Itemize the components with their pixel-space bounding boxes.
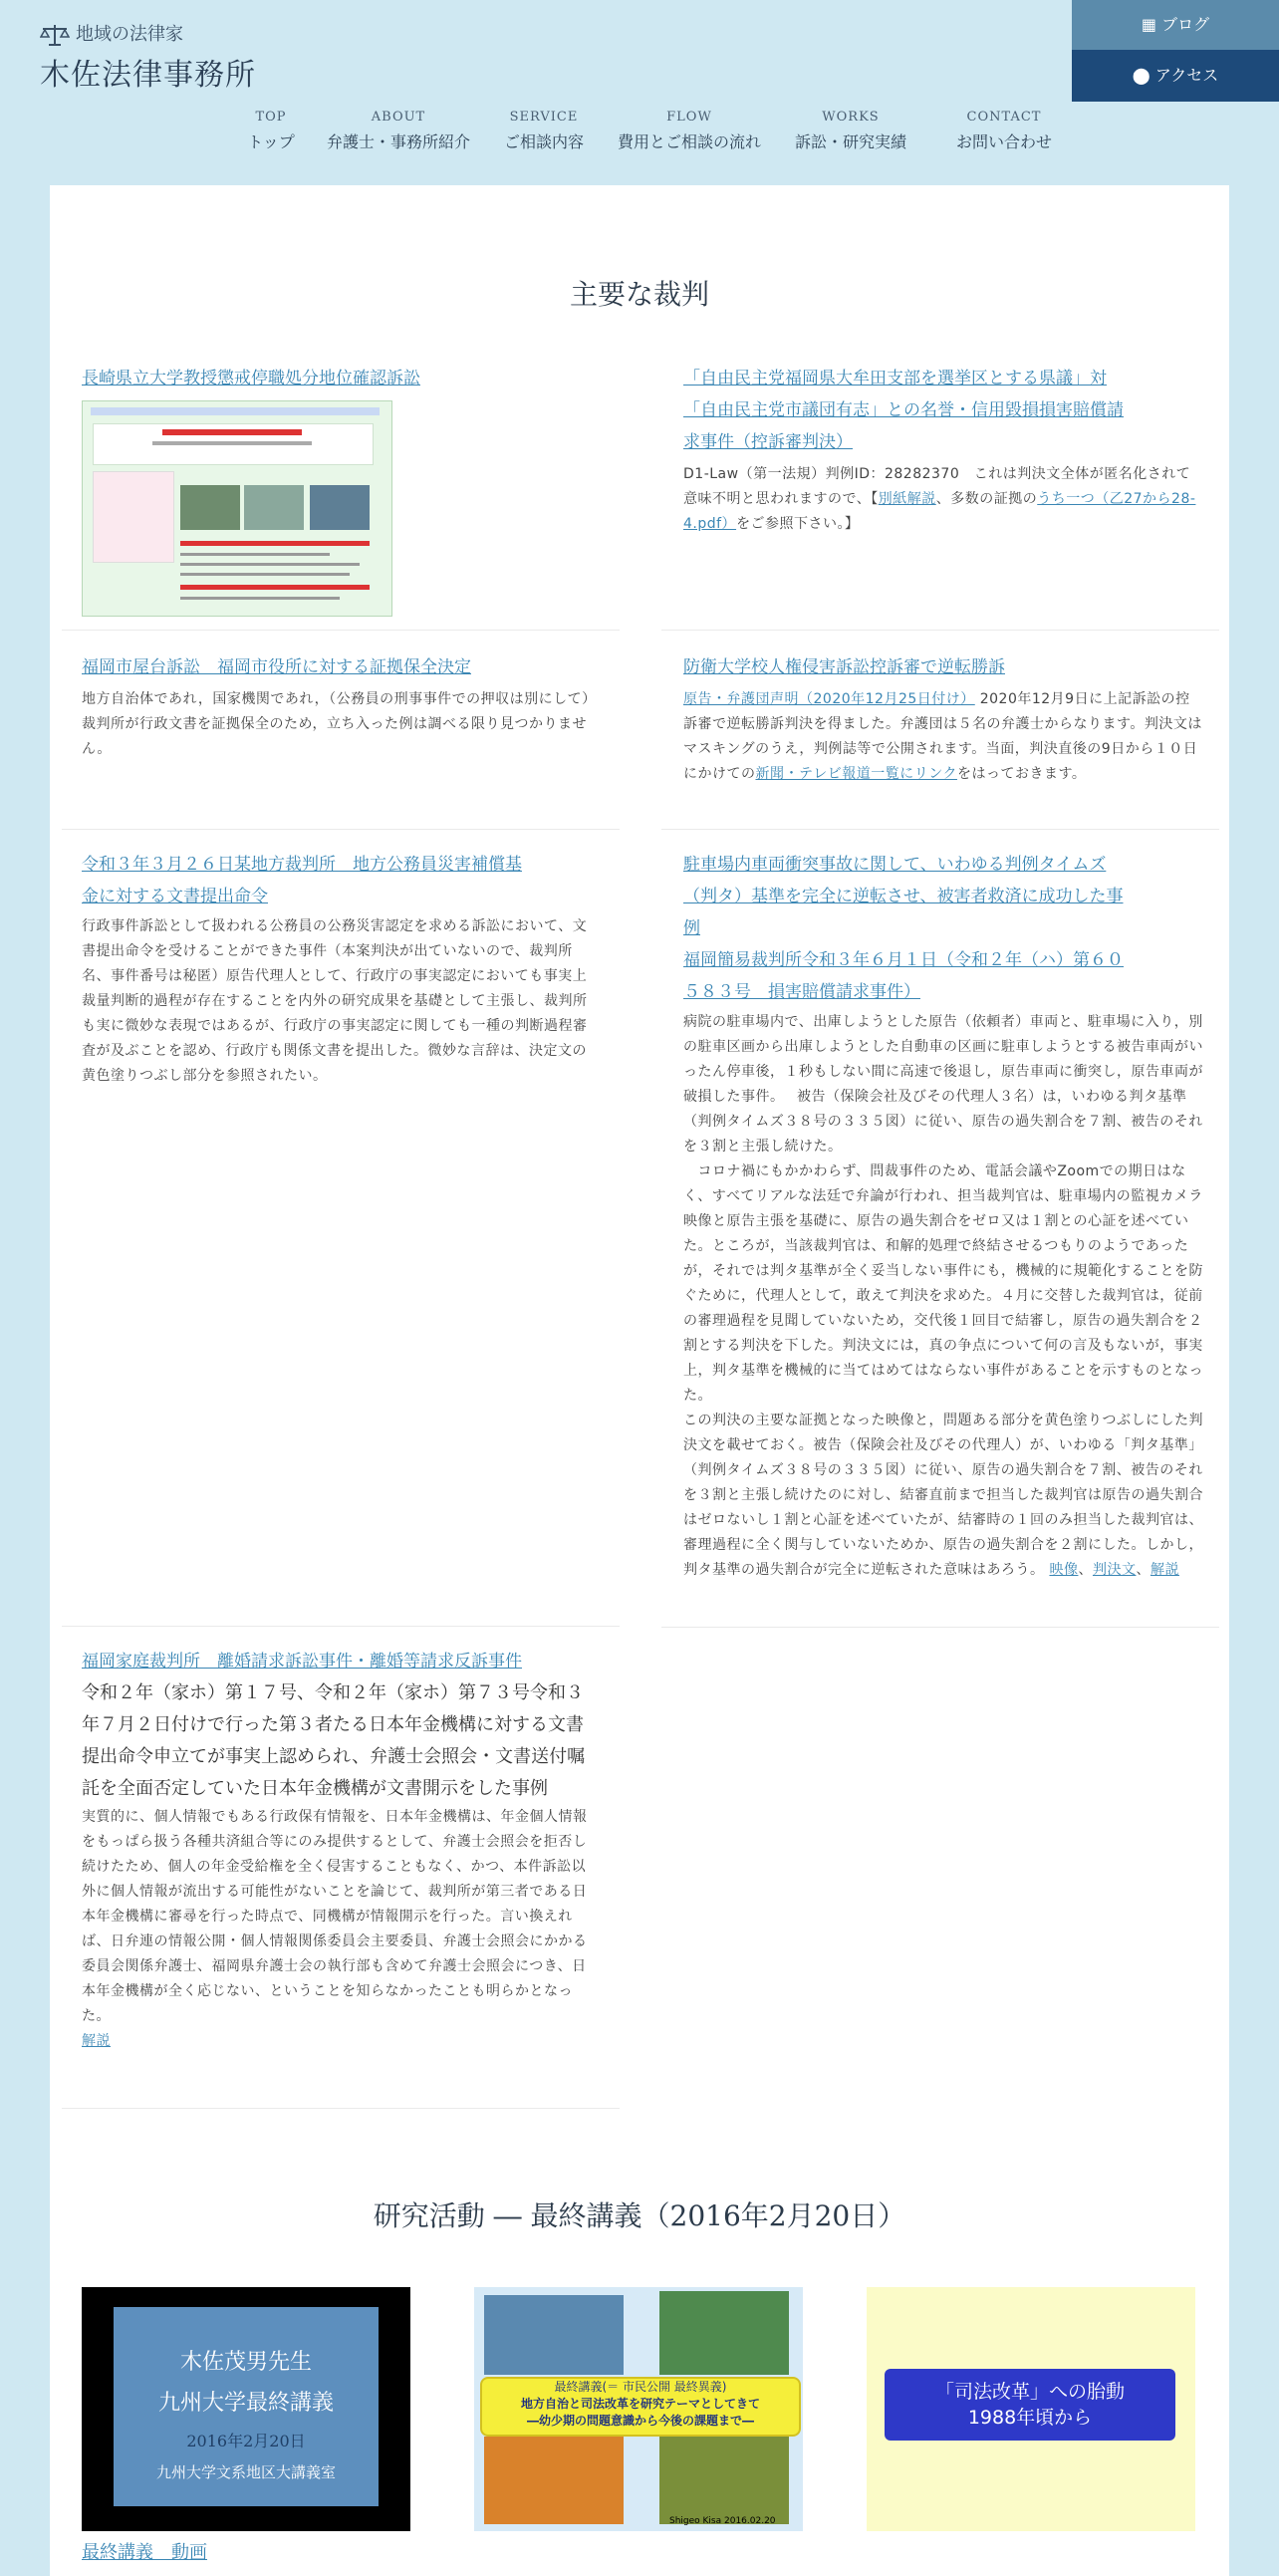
- nav-top[interactable]: [241, 110, 301, 152]
- lecture-text: 1988年頃から: [967, 2407, 1093, 2429]
- case-title-link[interactable]: 福岡家庭裁判所 離婚請求訴訟事件・離婚等請求反訴事件: [82, 1652, 522, 1672]
- lecture-text: 九州大学最終講義: [157, 2391, 334, 2416]
- case-body: [683, 687, 1203, 787]
- nav-contact[interactable]: [934, 110, 1074, 152]
- case-title-link[interactable]: [683, 363, 1203, 458]
- nav-en-label: TOP: [255, 110, 287, 125]
- case-item: [82, 849, 600, 1089]
- case-text: をご参照下さい。】: [736, 516, 860, 532]
- lecture-signature: Shigeo Kisa 2016.02.20: [669, 2516, 776, 2526]
- evidence-pdf-link[interactable]: うち一つ（乙27から28-4.pdf）: [683, 491, 1196, 532]
- nav-en-label: ABOUT: [371, 110, 426, 125]
- divider: [661, 829, 1219, 830]
- nav-flow[interactable]: [612, 110, 767, 152]
- note-link[interactable]: 解説: [82, 2033, 111, 2049]
- lecture-banner: [480, 2377, 801, 2437]
- section-title-research: 研究活動 ― 最終講義（2016年2月20日）: [373, 2199, 906, 2232]
- divider: [661, 630, 1219, 631]
- lecture-video-link[interactable]: 最終講義 動画: [82, 2542, 207, 2563]
- site-logo[interactable]: 木佐法律事務所: [40, 58, 256, 93]
- lecture-poster-thumbnail[interactable]: [474, 2287, 803, 2531]
- nav-jp-label: トップ: [247, 132, 295, 151]
- case-title-line: 「自由民主党市議団有志」との名誉・信用毀損損害賠償請: [683, 400, 1124, 420]
- nav-works[interactable]: [787, 110, 914, 152]
- lecture-text: 地方自治と司法改革を研究テーマとしてきて: [520, 2397, 760, 2411]
- video-link[interactable]: 映像: [1049, 1562, 1079, 1578]
- nav-en-label: FLOW: [666, 110, 712, 125]
- note-link[interactable]: 解説: [1150, 1562, 1179, 1578]
- site-header: [0, 0, 1279, 179]
- blog-button[interactable]: [1072, 0, 1279, 50]
- case-title-line: （判タ）基準を完全に逆転させ、被害者救済に成功した事: [683, 887, 1124, 906]
- lecture-slide-thumbnail[interactable]: [867, 2287, 1195, 2531]
- case-body: 地方自治体であれ，国家機関であれ，（公務員の刑事事件での押収は別にして）裁判所が行政文書を証拠保全のため，立ち入った例は調べる限り見つかりません。: [82, 691, 597, 757]
- nav-en-label: CONTACT: [966, 110, 1042, 125]
- lecture-video-thumbnail[interactable]: [82, 2287, 410, 2531]
- case-item: [683, 849, 1203, 1583]
- access-label: アクセス: [1154, 66, 1219, 85]
- lecture-text: 九州大学文系地区大講義室: [155, 2463, 336, 2481]
- case-title-link[interactable]: [683, 849, 1203, 1008]
- case-title-line: 求事件（控訴審判決）: [683, 432, 853, 452]
- case-text: この判決の主要な証拠となった映像と，問題ある部分を黄色塗りつぶしにした判決文を載せておく。被告（保険会社及びその代理人）が、いわゆる「判タ基準」（判例タイムズ３８号の３３５図）に従い、原告の過失割合を７割、被告のそれを３割と主張し続けたのに対し、結審直前まで担当した裁判官は原告の過失割合はゼロないし１割と心証を述べていたが、結審時の１回のみ担当した裁判官は、審理過程に全く関与していないためか、原告の過失割合を２割にした。しかし，判タ基準の過失割合が完全に逆転された意味はあろう。: [683, 1413, 1203, 1578]
- nav-jp-label: 費用とご相談の流れ: [617, 132, 761, 151]
- lecture-slide-title: [885, 2369, 1175, 2441]
- case-body: 実質的に、個人情報でもある行政保有情報を、日本年金機構は、年金個人情報をもっぱら扱う各種共済組合等にのみ提供するとして、弁護士会照会を拒否し続けたため、個人の年金受給権を全く侵害することもなく、かつ、本件訴訟以外に個人情報が流出する可能性がないことを論じて、裁判所が第三者である日本年金機構に審尋を行った時点で、同機構が情報開示を行った。言い換えれば、日弁連の情報公開・個人情報関係委員会主要委員、弁護士会照会にかかる委員会関係弁護士、福岡県弁護士会の執行部も含めて弁護士会照会につき、日本年金機構が全く応じない、ということを知らなかったことも明らかとなった。: [82, 1809, 588, 2024]
- case-text: D1-Law（第一法規）判例ID：28282370 これは判決文全体が匿名化されて意味不明と思われますので、【: [683, 466, 1191, 507]
- logo-subtitle: [40, 20, 183, 48]
- calendar-icon: ▦: [1141, 15, 1156, 34]
- case-title-line: 駐車場内車両衝突事故に関して、いわゆる判例タイムズ: [683, 855, 1107, 875]
- section-title-cases: 主要な裁判: [569, 278, 709, 311]
- lecture-text: 木佐茂男先生: [179, 2350, 312, 2375]
- nav-jp-label: ご相談内容: [503, 132, 584, 151]
- case-title-line: 「自由民主党福岡県大牟田支部を選挙区とする県議」対: [683, 369, 1107, 388]
- news-list-link[interactable]: 新聞・テレビ報道一覧にリンク: [755, 766, 957, 782]
- nav-en-label: SERVICE: [509, 110, 579, 125]
- blog-label: ブログ: [1161, 15, 1210, 34]
- main-content: [50, 185, 1229, 2576]
- case-title-link[interactable]: 長崎県立大学教授懲戒停職処分地位確認訴訟: [82, 369, 420, 388]
- case-screenshot-image[interactable]: [82, 400, 392, 617]
- divider: [62, 2108, 620, 2109]
- nav-jp-label: 訴訟・研究実績: [794, 132, 906, 151]
- case-title-line: ５８３号 損害賠償請求事件）: [683, 982, 920, 1002]
- case-text: 2020年12月9日に上記訴訟の控訴審で逆転勝訴判決を得ました。弁護団は５名の弁護士からなります。判決文はマスキングのうえ，判例誌等で公開されます。当面，判決直後の9日から１０日にかけての: [683, 691, 1202, 782]
- case-item: [82, 1646, 600, 2054]
- nav-service[interactable]: [498, 110, 590, 152]
- case-body: この判決の主要な証拠となった映像と，問題ある部分を黄色塗りつぶしにした判決文を載せておく。被告（保険会社及びその代理人）が、いわゆる「判タ基準」（判例タイムズ３８号の３３５図）に従い、原告の過失割合を７割、被告のそれを３割と主張し続けたのに対し、結審直前まで担当した裁判官は原告の過失割合はゼロないし１割と心証を述べていたが、結審時の１回のみ担当した裁判官は、審理過程に全く関与していないためか、原告の過失割合を２割にした。しかし，判タ基準の過失割合が完全に逆転された意味はあろう。 映像、判決文、解説: [683, 1413, 1203, 1578]
- case-title-line: 例: [683, 918, 700, 938]
- map-pin-icon: ⬤: [1132, 66, 1151, 85]
- judgment-link[interactable]: 判決文: [1092, 1562, 1137, 1578]
- scales-icon: [40, 22, 70, 48]
- top-buttons: [1072, 0, 1279, 102]
- case-item: [82, 651, 600, 762]
- access-button[interactable]: [1072, 50, 1279, 102]
- lecture-text: ―幼少期の問題意識から今後の課題まで―: [526, 2414, 754, 2428]
- nav-jp-label: お問い合わせ: [955, 132, 1052, 151]
- divider: [661, 1627, 1219, 1628]
- note-link[interactable]: 別紙解説: [878, 491, 936, 507]
- nav-en-label: WORKS: [822, 110, 880, 125]
- case-body: コロナ禍にもかかわらず、問裁事件のため、電話会議やZoomでの期日はなく、すべてリアルな法廷で弁論が行われ、担当裁判官は、駐車場内の監視カメラ映像と原告主張を基礎に、原告の過失割合をゼロ又は１割との心証を述べていた。ところが，当該裁判官は、和解的処理で終結させるつもりのようであったが，それでは判タ基準が全く妥当しない事件にも，機械的に規範化することを防ぐために，代理人として，敢えて判決を求めた。４月に交替した裁判官は，従前の審理過程を見聞していないため，交代後１回目で結審し，原告の過失割合を２割とする判決を下した。判決文には，真の争点について何の言及もないが，事実上，判タ基準を機械的に当てはめてはならない事件があることを示すものとなった。: [683, 1163, 1203, 1404]
- case-item: [82, 363, 600, 617]
- case-title-link[interactable]: 防衛大学校人権侵害訴訟控訴審で逆転勝訴: [683, 657, 1005, 677]
- case-body: [683, 462, 1203, 537]
- case-body: 行政事件訴訟として扱われる公務員の公務災害認定を求める訴訟において、文書提出命令を受けることができた事件（本案判決が出ていないので、裁判所名、事件番号は秘匿）原告代理人として、行政庁の事実認定においても事実上裁量判断的過程が存在することを内外の研究成果を基礎として主張し、裁判所も実に微妙な表現ではあるが、行政庁の事実認定に関しても一種の判断過程審査が及ぶことを認め、行政庁も関係文書を提出した。微妙な言辞は、決定文の黄色塗りつぶし部分を参照されたい。: [82, 918, 588, 1084]
- case-item: [683, 363, 1203, 537]
- case-item: [683, 651, 1203, 787]
- case-summary: 令和２年（家ホ）第１７号、令和２年（家ホ）第７３号令和３年７月２日付けで行った第３者たる日本年金機構に対する文書提出命令申立てが事実上認められ、弁護士会照会・文書送付嘱託を全面否定していた日本年金機構が文書開示をした事例: [82, 1682, 586, 1799]
- lecture-text: 最終講義(＝ 市民公開 最終異義): [554, 2380, 727, 2394]
- nav-about[interactable]: [323, 110, 474, 152]
- divider: [62, 1626, 620, 1627]
- statement-link[interactable]: 原告・弁護団声明（2020年12月25日付け）: [683, 691, 975, 707]
- case-title-line: 令和３年３月２６日某地方裁判所 地方公務員災害補償基: [82, 855, 522, 875]
- case-title-line: 金に対する文書提出命令: [82, 887, 268, 906]
- lecture-text: 2016年2月20日: [186, 2432, 306, 2450]
- lecture-text: 「司法改革」への胎動: [934, 2381, 1125, 2403]
- case-text: 、多数の証拠の: [935, 491, 1038, 507]
- case-body: 病院の駐車場内で、出庫しようとした原告（依頼者）車両と、駐車場に入り，別の駐車区画から出庫しようとした自動車の区画に駐車しようとする被告車両がいったん停車後，１秒もしない間に高速で後退し，原告車両に衝突し，原告車両が破損した事件。 被告（保険会社及びその代理人３名）は，いわゆる判タ基準（判例タイムズ３８号の３３５図）に従い、原告の過失割合を７割、被告のそれを３割と主張し続けた。: [683, 1014, 1203, 1155]
- divider: [62, 630, 620, 631]
- case-title-link[interactable]: [82, 849, 600, 912]
- logo-sub-text: 地域の法律家: [76, 24, 183, 45]
- divider: [62, 829, 620, 830]
- case-text: をはっておきます。: [956, 766, 1087, 782]
- lecture-title-card: [114, 2307, 379, 2506]
- case-title-line: 福岡簡易裁判所令和３年６月１日（令和２年（ハ）第６０: [683, 950, 1124, 970]
- nav-jp-label: 弁護士・事務所紹介: [326, 132, 470, 151]
- case-title-link[interactable]: 福岡市屋台訴訟 福岡市役所に対する証拠保全決定: [82, 657, 471, 677]
